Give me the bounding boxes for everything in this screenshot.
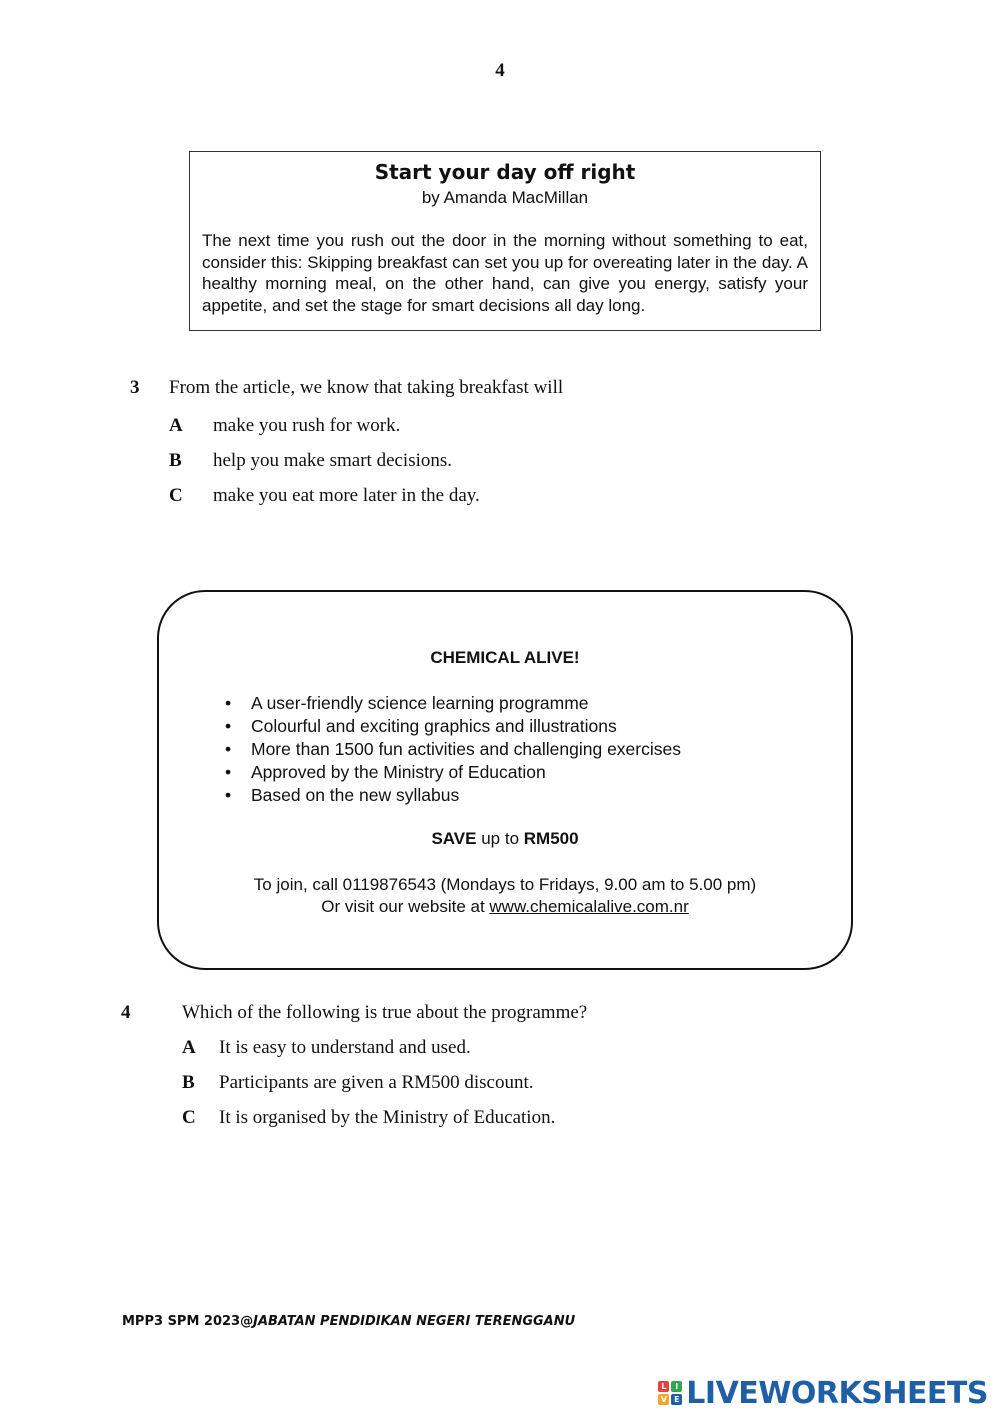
logo-text: LIVEWORKSHEETS [686, 1375, 988, 1411]
article-author: by Amanda MacMillan [421, 188, 589, 207]
article-box [189, 151, 821, 331]
logo-block: I [671, 1381, 682, 1392]
q4-option-c-letter: C [182, 1107, 196, 1128]
ad-save-offer: SAVE up to RM500 [431, 829, 579, 848]
q3-option-b-text: help you make smart decisions. [213, 450, 453, 471]
q3-option-c-letter: C [169, 485, 183, 506]
question-3-text: From the article, we know that taking breakfast will [169, 377, 564, 398]
logo-block: L [658, 1381, 669, 1392]
q4-option-a-text: It is easy to understand and used. [219, 1037, 471, 1058]
question-4-number: 4 [121, 1002, 131, 1023]
ad-contact-phone: To join, call 0119876543 (Mondays to Fridays, 9.00 am to 5.00 pm) [253, 875, 757, 894]
article-body: The next time you rush out the door in the morning without something to eat, consider this: Skipping breakfast can set you up for overeating later in the day. A healthy morning meal, on the other hand, can give you energy, satisfy your appetite, and set the stage for smart decisions all day long. [202, 231, 808, 315]
q3-option-a-text: make you rush for work. [213, 415, 401, 436]
q3-option-c-text: make you eat more later in the day. [213, 485, 480, 506]
ad-feature: • A user-friendly science learning programme [225, 693, 589, 713]
q4-option-c-text: It is organised by the Ministry of Education. [219, 1107, 556, 1128]
q4-option-b-text: Participants are given a RM500 discount. [219, 1072, 534, 1093]
ad-feature: • Approved by the Ministry of Education [225, 762, 546, 782]
logo-block: V [658, 1394, 669, 1405]
ad-contact [159, 874, 851, 918]
advertisement-box [157, 590, 853, 970]
ad-feature: • Based on the new syllabus [225, 785, 460, 805]
ad-contact-website-line: Or visit our website at www.chemicalalive.com.nr [321, 897, 689, 916]
logo-blocks-icon [658, 1381, 682, 1405]
q4-option-a-letter: A [182, 1037, 196, 1058]
ad-feature-list [225, 692, 681, 807]
ad-feature: • More than 1500 fun activities and challenging exercises [225, 739, 681, 759]
q3-option-b-letter: B [169, 450, 182, 471]
ad-feature: • Colourful and exciting graphics and illustrations [225, 716, 617, 736]
footer: MPP3 SPM 2023@JABATAN PENDIDIKAN NEGERI TERENGGANU [122, 1314, 576, 1329]
question-3-number: 3 [130, 377, 140, 398]
q4-option-b-letter: B [182, 1072, 195, 1093]
q3-option-a-letter: A [169, 415, 183, 436]
question-4-text: Which of the following is true about the programme? [182, 1002, 588, 1023]
liveworksheets-logo[interactable] [658, 1376, 988, 1410]
logo-block: E [671, 1394, 682, 1405]
article-title: Start your day off right [374, 160, 636, 184]
ad-website-link[interactable]: www.chemicalalive.com.nr [489, 897, 689, 916]
ad-title: CHEMICAL ALIVE! [430, 648, 580, 667]
page-number: 4 [495, 60, 505, 81]
